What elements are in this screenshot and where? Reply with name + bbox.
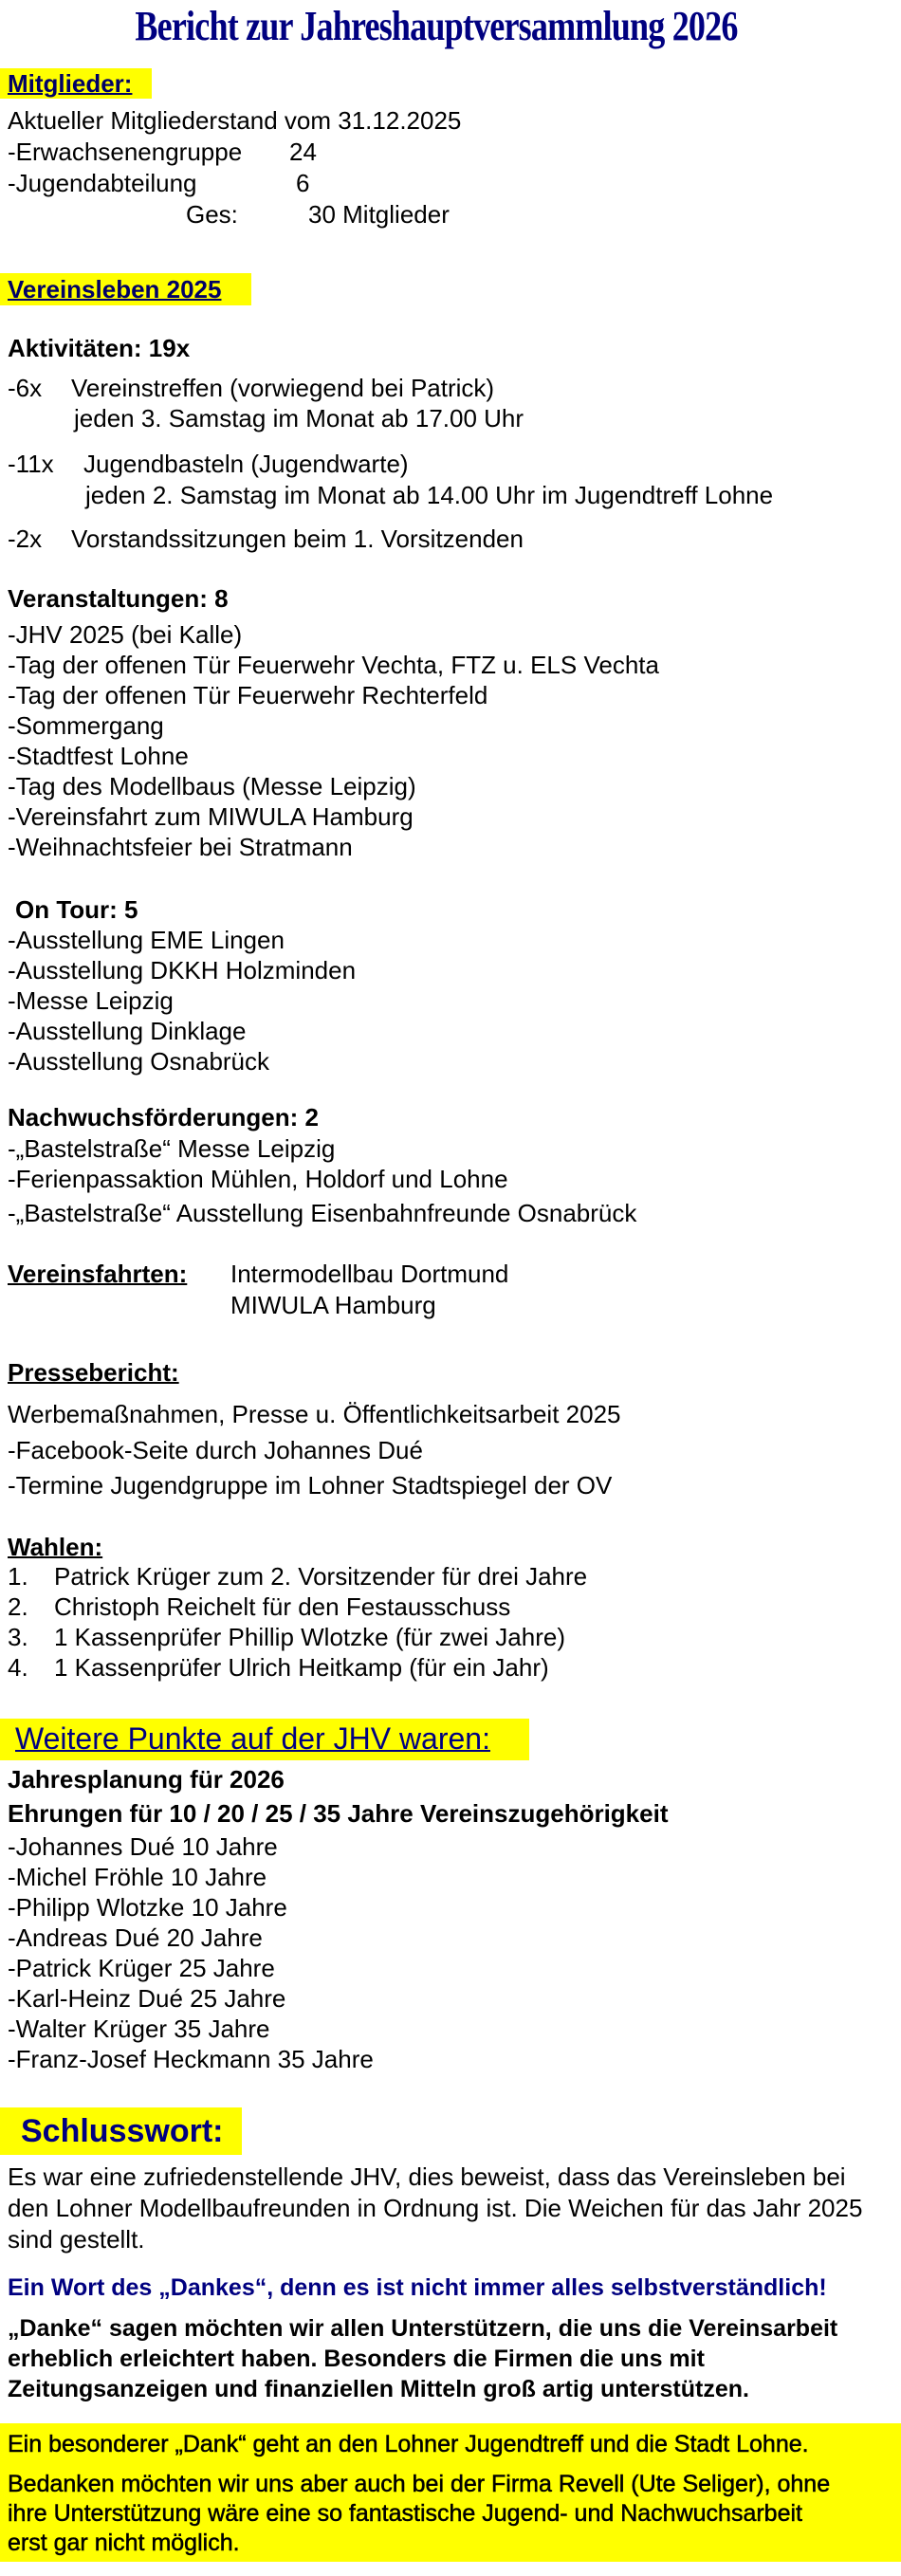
section-heading-mitglieder: Mitglieder: <box>8 69 133 98</box>
jahresplanung-heading: Jahresplanung für 2026 <box>8 1765 285 1794</box>
honor-item: -Patrick Krüger 25 Jahre <box>8 1954 275 1982</box>
election-number: 2. <box>8 1592 28 1621</box>
vereinsfahrten-label: Vereinsfahrten: <box>8 1260 188 1288</box>
member-row-label: -Erwachsenengruppe <box>8 138 243 166</box>
tour-item: -Ausstellung EME Lingen <box>8 926 285 954</box>
trip-item: Intermodellbau Dortmund <box>230 1260 509 1288</box>
activity-text: Jugendbasteln (Jugendwarte) <box>83 450 409 478</box>
event-item: -Vereinsfahrt zum MIWULA Hamburg <box>8 802 414 831</box>
besonderer-dank-text: Ein besonderer „Dank“ geht an den Lohner Jugendtreff und die Stadt Lohne. <box>8 2431 809 2457</box>
election-number: 1. <box>8 1562 28 1591</box>
dank-line: „Danke“ sagen möchten wir allen Unterstützern, die uns die Vereinsarbeit <box>8 2315 838 2342</box>
member-row-label: -Jugendabteilung <box>8 169 197 197</box>
activity-count: -11x <box>8 450 54 478</box>
mitgliederstand-text: Aktueller Mitgliederstand vom 31.12.2025 <box>8 106 462 135</box>
election-number: 4. <box>8 1653 28 1682</box>
activity-count: -2x <box>8 524 43 553</box>
event-item: -Stadtfest Lohne <box>8 742 189 770</box>
event-item: -Weihnachtsfeier bei Stratmann <box>8 833 353 861</box>
presse-item: -Facebook-Seite durch Johannes Dué <box>8 1436 423 1464</box>
activity-count: -6x <box>8 374 43 402</box>
dank-line: Zeitungsanzeigen und finanziellen Mitteln groß artig unterstützen. <box>8 2376 749 2402</box>
wahlen-heading: Wahlen: <box>8 1533 103 1561</box>
presse-item: Werbemaßnahmen, Presse u. Öffentlichkeitsarbeit 2025 <box>8 1400 621 1428</box>
nachwuchs-heading: Nachwuchsförderungen: 2 <box>8 1103 319 1132</box>
schlusswort-line: sind gestellt. <box>8 2225 145 2254</box>
member-total-label: Ges: <box>186 200 238 229</box>
honor-item: -Philipp Wlotzke 10 Jahre <box>8 1893 287 1922</box>
activity-detail: jeden 2. Samstag im Monat ab 14.00 Uhr im Jugendtreff Lohne <box>85 481 774 509</box>
presse-heading: Pressebericht: <box>8 1358 179 1387</box>
event-item: -Tag der offenen Tür Feuerwehr Vechta, FTZ u. ELS Vechta <box>8 651 659 679</box>
presse-item: -Termine Jugendgruppe im Lohner Stadtspiegel der OV <box>8 1471 613 1500</box>
dank-heading: Ein Wort des „Dankes“, denn es ist nicht immer alles selbstverständlich! <box>8 2274 827 2301</box>
honor-item: -Karl-Heinz Dué 25 Jahre <box>8 1984 286 2013</box>
ehrungen-heading: Ehrungen für 10 / 20 / 25 / 35 Jahre Vereinszugehörigkeit <box>8 1799 669 1828</box>
tour-item: -Ausstellung Osnabrück <box>8 1047 270 1076</box>
honor-item: -Walter Krüger 35 Jahre <box>8 2015 270 2043</box>
member-row-value: 6 <box>296 169 310 197</box>
event-item: -Sommergang <box>8 711 164 740</box>
page-title: Bericht zur Jahreshauptversammlung 2026 <box>135 3 738 49</box>
election-text: Patrick Krüger zum 2. Vorsitzender für drei Jahre <box>54 1562 588 1591</box>
section-heading-schlusswort: Schlusswort: <box>21 2113 224 2149</box>
nachwuchs-item: -„Bastelstraße“ Messe Leipzig <box>8 1134 336 1163</box>
revell-line: Bedanken möchten wir uns aber auch bei der Firma Revell (Ute Seliger), ohne <box>8 2471 831 2497</box>
tour-item: -Messe Leipzig <box>8 986 174 1015</box>
trip-item: MIWULA Hamburg <box>230 1291 436 1319</box>
election-text: Christoph Reichelt für den Festausschuss <box>54 1592 511 1621</box>
event-item: -Tag des Modellbaus (Messe Leipzig) <box>8 772 416 800</box>
aktivitaeten-heading: Aktivitäten: 19x <box>8 334 191 362</box>
revell-line: ihre Unterstützung wäre eine so fantastische Jugend- und Nachwuchsarbeit <box>8 2500 802 2527</box>
member-total-value: 30 Mitglieder <box>308 200 450 229</box>
activity-text: Vereinstreffen (vorwiegend bei Patrick) <box>71 374 495 402</box>
schlusswort-line: Es war eine zufriedenstellende JHV, dies beweist, dass das Vereinsleben bei <box>8 2162 846 2191</box>
activity-detail: jeden 3. Samstag im Monat ab 17.00 Uhr <box>74 404 524 432</box>
nachwuchs-item: -Ferienpassaktion Mühlen, Holdorf und Lohne <box>8 1165 508 1193</box>
activity-text: Vorstandssitzungen beim 1. Vorsitzenden <box>71 524 524 553</box>
election-text: 1 Kassenprüfer Ulrich Heitkamp (für ein Jahr) <box>54 1653 549 1682</box>
event-item: -JHV 2025 (bei Kalle) <box>8 620 243 649</box>
election-number: 3. <box>8 1623 28 1651</box>
dank-line: erheblich erleichtert haben. Besonders die Firmen die uns mit <box>8 2346 705 2372</box>
honor-item: -Michel Fröhle 10 Jahre <box>8 1863 267 1891</box>
section-heading-weitere-punkte: Weitere Punkte auf der JHV waren: <box>15 1721 490 1756</box>
event-item: -Tag der offenen Tür Feuerwehr Rechterfeld <box>8 681 488 709</box>
honor-item: -Johannes Dué 10 Jahre <box>8 1832 278 1861</box>
tour-item: -Ausstellung Dinklage <box>8 1017 247 1045</box>
honor-item: -Andreas Dué 20 Jahre <box>8 1923 263 1952</box>
honor-item: -Franz-Josef Heckmann 35 Jahre <box>8 2045 374 2073</box>
on-tour-heading: On Tour: 5 <box>15 895 138 924</box>
veranstaltungen-heading: Veranstaltungen: 8 <box>8 584 229 613</box>
schlusswort-line: den Lohner Modellbaufreunden in Ordnung ist. Die Weichen für das Jahr 2025 <box>8 2194 863 2222</box>
nachwuchs-item: -„Bastelstraße“ Ausstellung Eisenbahnfreunde Osnabrück <box>8 1199 637 1227</box>
tour-item: -Ausstellung DKKH Holzminden <box>8 956 357 984</box>
member-row-value: 24 <box>289 138 317 166</box>
election-text: 1 Kassenprüfer Phillip Wlotzke (für zwei Jahre) <box>54 1623 565 1651</box>
revell-line: erst gar nicht möglich. <box>8 2530 240 2556</box>
section-heading-vereinsleben: Vereinsleben 2025 <box>8 275 222 304</box>
